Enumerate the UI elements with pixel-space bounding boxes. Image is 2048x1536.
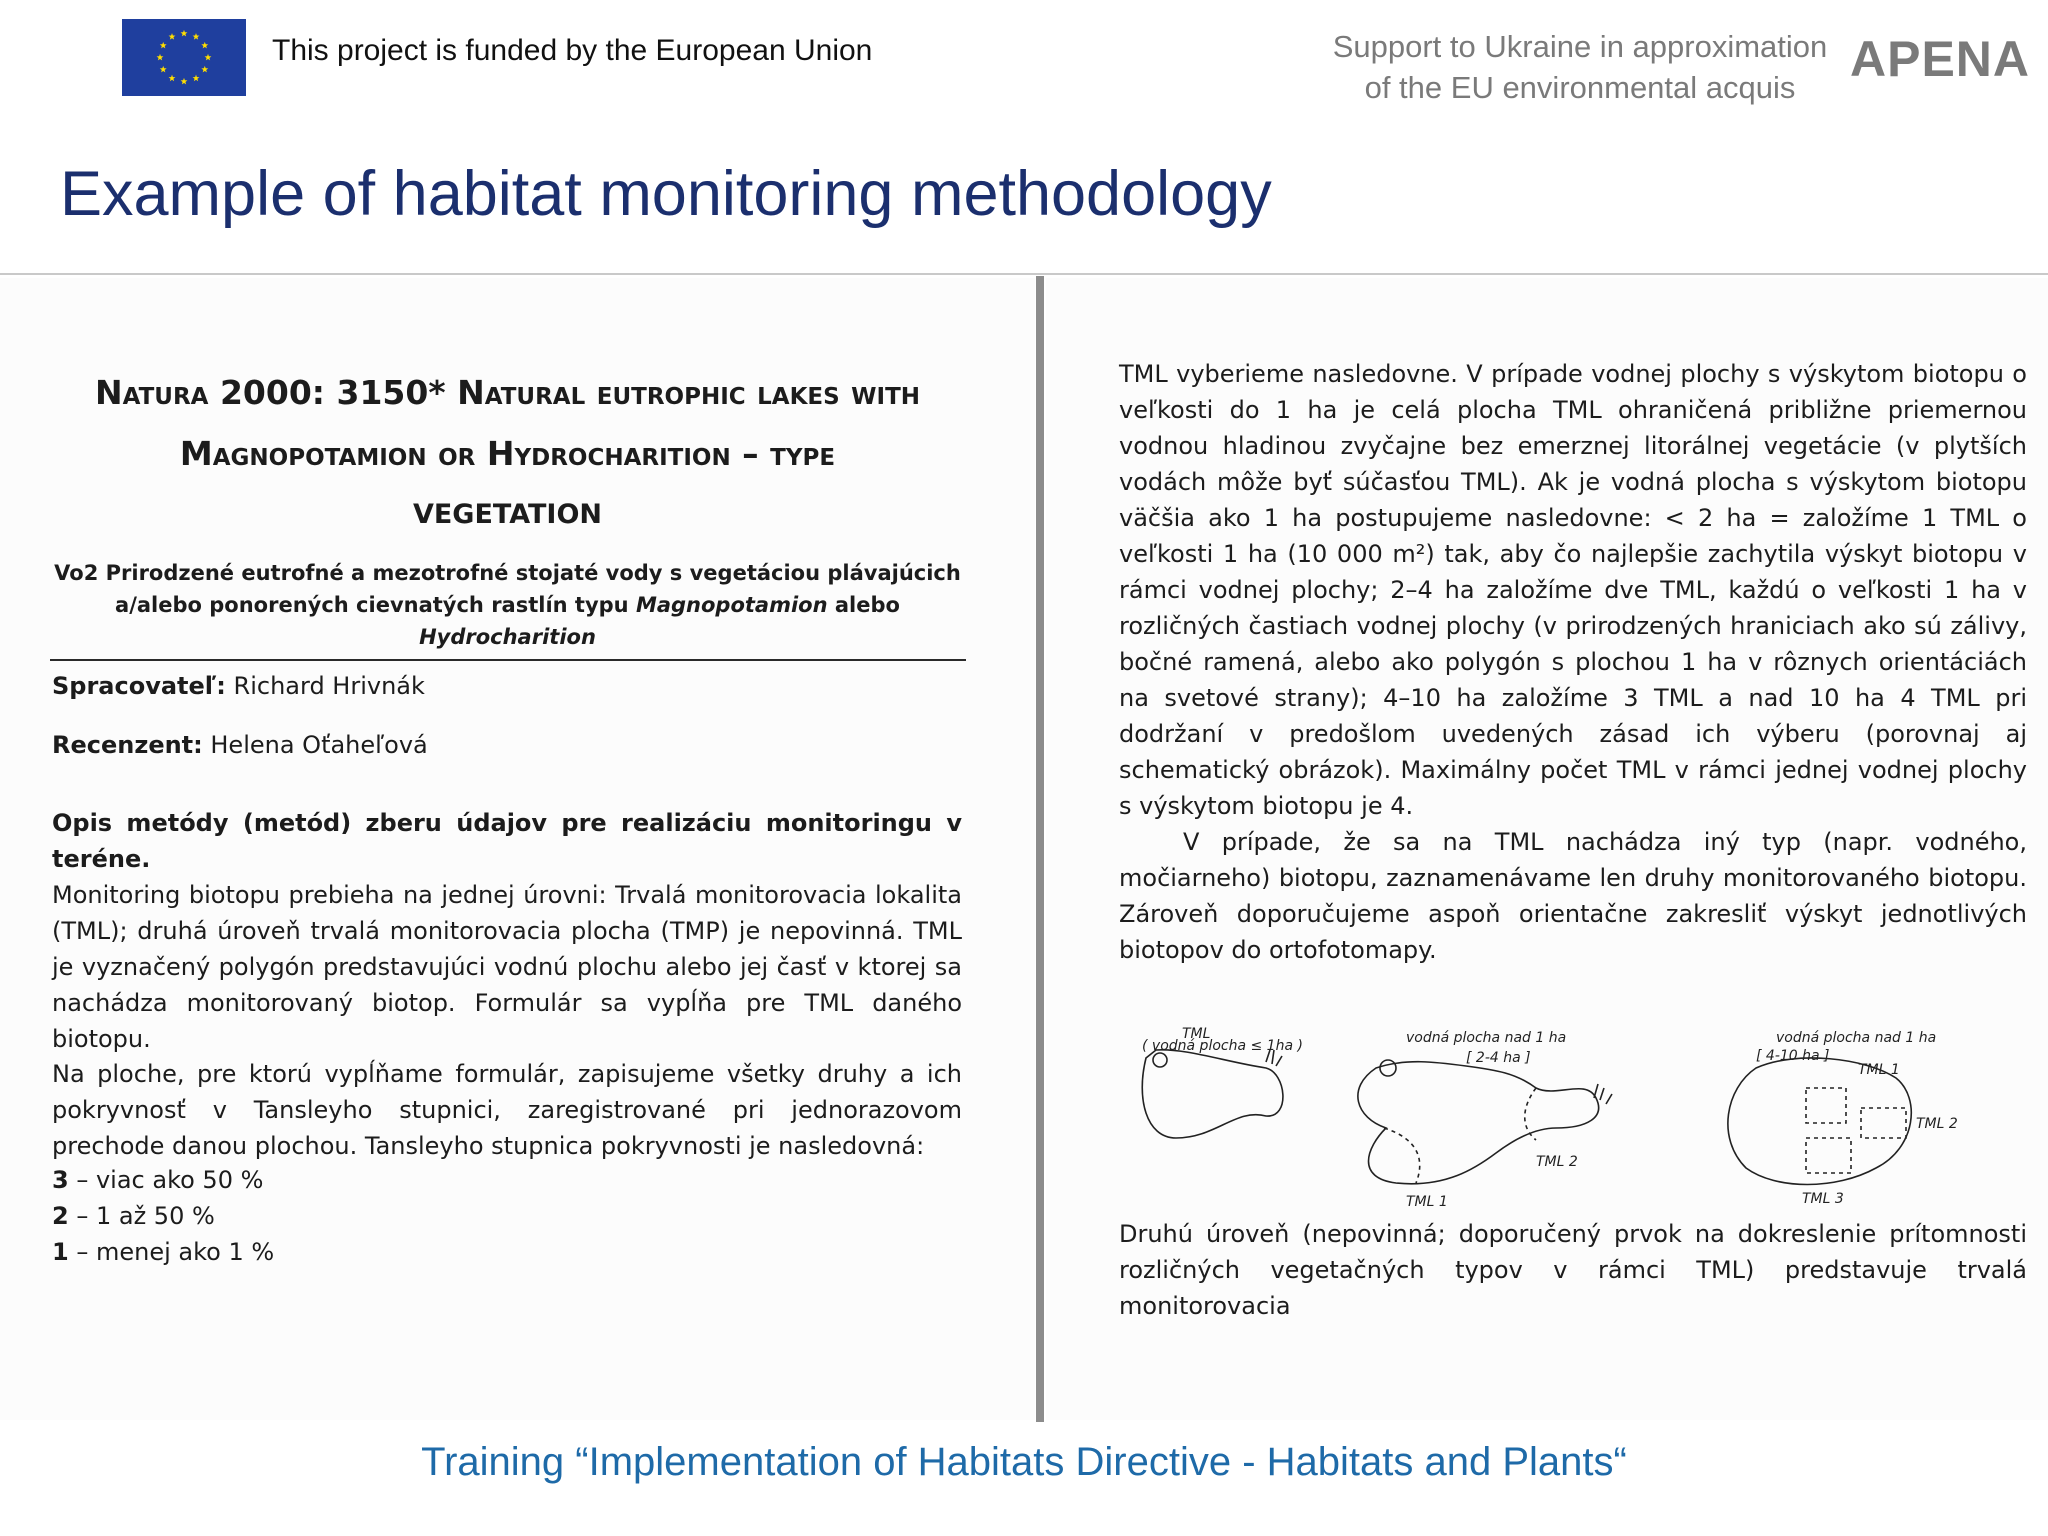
document-page-left [0, 278, 1035, 1420]
document-heading [40, 362, 975, 545]
slide-title: Example of habitat monitoring methodology [60, 159, 1272, 229]
plot-paragraph: Na ploche, pre ktorú vypĺňame formulár, zapisujeme všetky druhy a ich pokryvnosť v Tansleyho stupnici, zaregistrované pri jednorazovom prechode danou plochou. Tansleyho stupnica pokryvnosti je nasledovná: [52, 1060, 962, 1160]
scale-text: – 1 až 50 % [68, 1202, 215, 1230]
author-label: Spracovateľ: [52, 672, 226, 700]
scale-text: – viac ako 50 % [68, 1166, 264, 1194]
sketch2-area-note: vodná plocha nad 1 ha [1406, 1030, 1567, 1046]
tml2-square [1861, 1108, 1906, 1138]
second-level-text: Druhú úroveň (nepovinná; doporučený prvok na dokreslenie prítomnosti rozličných vegetačných typov v rámci TML) predstavuje trvalá monitorovacia [1119, 1220, 2027, 1320]
reviewer-label: Recenzent: [52, 731, 203, 759]
document-subheading-line2 [40, 589, 975, 653]
author-value: Richard Hrivnák [225, 672, 425, 700]
funding-notice: This project is funded by the European Union [272, 34, 873, 67]
project-tagline-line1: Support to Ukraine in approximation [1332, 29, 1828, 64]
project-tagline [1300, 26, 1860, 108]
scale-code: 3 [52, 1166, 69, 1194]
sketch3-tml2-label: TML 2 [1916, 1116, 1958, 1132]
tml1-boundary [1384, 1128, 1420, 1183]
sketch3-area-note: vodná plocha nad 1 ha [1776, 1030, 1937, 1046]
document-rule [50, 659, 966, 661]
document-subheading [40, 557, 975, 653]
sketch1-area-note: ( vodná plocha ≤ 1ha ) [1142, 1038, 1303, 1054]
tml3-square [1806, 1138, 1851, 1173]
document-page-right [1046, 278, 2048, 1420]
sketch3-range: [ 4-10 ha ] [1756, 1048, 1830, 1064]
shrub-icon [1380, 1060, 1396, 1076]
tml-paragraph-2: V prípade, že sa na TML nachádza iný typ (napr. vodného, močiarneho) biotopu, zaznamenávame len druhy monitorovaného biotopu. Zároveň doporučujeme aspoň orientačne zakresliť výskyt jednotlivých biotopov do ortofotomapy. [1119, 828, 2027, 964]
subheading-taxon-2: Hydrocharition [419, 625, 596, 649]
document-heading-line2: Magnopotamion or Hydrocharition – type [179, 434, 836, 473]
tml1-square [1806, 1088, 1846, 1123]
slide-header [0, 0, 2048, 276]
sketch2-tml1-label: TML 1 [1406, 1194, 1448, 1208]
scale-text: – menej ako 1 % [68, 1238, 275, 1266]
training-footer: Training “Implementation of Habitats Directive - Habitats and Plants“ [421, 1440, 1627, 1484]
sketch2-tml2-label: TML 2 [1536, 1154, 1578, 1170]
reviewer-value: Helena Oťaheľová [202, 731, 428, 759]
method-section [52, 805, 962, 1057]
eu-flag-icon [122, 19, 246, 96]
document-heading-line3: VEGETATION [412, 499, 603, 530]
header-divider [0, 273, 2048, 275]
tml-paragraph-1: TML vyberieme nasledovne. V prípade vodnej plochy s výskytom biotopu o veľkosti do 1 ha je celá plocha TML ohraničená približne priemernou vodnou hladinou zvyčajne bez emerznej litorálnej vegetácie (v plytších vodách môže byť súčasťou TML). Ak je vodná plocha s výskytom biotopu väčšia ako 1 ha postupujeme nasledovne: < 2 ha = založíme 1 TML o veľkosti 1 ha (10 000 m²) tak, aby čo najlepšie zachytila výskyt biotopu v rámci vodnej plochy; 2–4 ha založíme dve TML, každú o veľkosti 1 ha v rozličných častiach vodnej plochy (v prirodzených hraniciach ako sú zálivy, bočné ramená, alebo ako polygón s plochou 1 ha v rôznych orientáciách na svetové strany); 4–10 ha založíme 3 TML a nad 10 ha 4 TML pri dodržaní v predošlom uvedených zásad ich výberu (porovnaj aj schematický obrázok). Maximálny počet TML v rámci jednej vodnej plochy s výskytom biotopu je 4. [1119, 360, 2027, 820]
document-heading-line1: Natura 2000: 3150* Natural eutrophic lakes with [94, 373, 921, 412]
page-divider [1036, 276, 1044, 1422]
sketch1-tml-label: TML [1182, 1026, 1211, 1042]
document-subheading-line1: Vo2 Prirodzené eutrofné a mezotrofné stojaté vody s vegetáciou plávajúcich [54, 561, 961, 585]
method-text: Monitoring biotopu prebieha na jednej úrovni: Trvalá monitorovacia lokalita (TML); druhá úroveň trvalá monitorovacia plocha (TMP) je nepovinná. TML je vyznačený polygón predstavujúci vodnú plochu alebo jej časť v ktorej sa nachádza monitorovaný biotop. Formulár sa vypĺňa pre TML daného biotopu. [52, 881, 962, 1053]
subheading-text: a/alebo ponorených cievnatých rastlín typu [115, 593, 636, 617]
reviewer-line [52, 731, 428, 759]
scale-code: 2 [52, 1202, 69, 1230]
scale-item [52, 1198, 274, 1234]
sketch3-tml3-label: TML 3 [1802, 1191, 1844, 1207]
sketch2-range: [ 2-4 ha ] [1466, 1050, 1531, 1066]
subheading-taxon-1: Magnopotamion [635, 593, 828, 617]
shrub-icon [1153, 1053, 1167, 1067]
scale-code: 1 [52, 1238, 69, 1266]
scale-item [52, 1234, 274, 1270]
author-line [52, 672, 425, 700]
project-tagline-line2: of the EU environmental acquis [1364, 70, 1796, 105]
apena-logo: APENA [1850, 31, 2031, 87]
sketch3-tml1-label: TML 1 [1858, 1062, 1900, 1078]
tansley-scale-list [52, 1162, 274, 1270]
method-heading: Opis metódy (metód) zberu údajov pre realizáciu monitoringu v teréne. [52, 809, 962, 873]
scale-item [52, 1162, 274, 1198]
water-body-1-outline [1142, 1050, 1283, 1138]
tml-selection-text [1119, 356, 2027, 968]
tml-schematic-sketches [1116, 978, 2036, 1208]
subheading-text-2: alebo [827, 593, 900, 617]
